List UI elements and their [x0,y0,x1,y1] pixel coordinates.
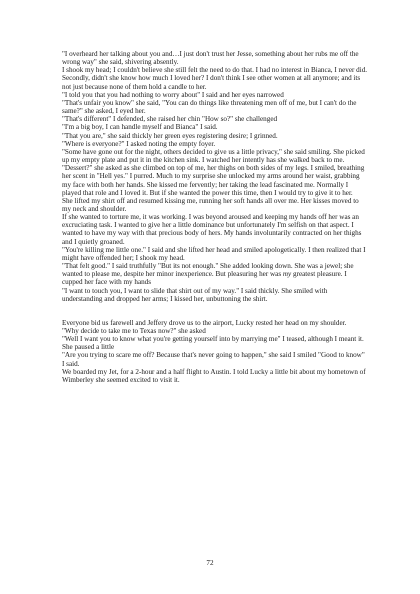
paragraph: "I want to touch you, I want to slide that shirt out of my way." I said thickly. She smiled with understanding and dropped her arms; I kissed her, unbuttoning the shirt. [62,286,328,303]
paragraph: Everyone bid us farewell and Jeffery drove us to the airport, Lucky rested her head on my shoulder. [62,318,347,327]
paragraph: "Why decide to take me to Texas now?" she asked [62,327,206,335]
paragraph: "That's different" I defended, she raised her chin "How so?" she challenged [62,115,278,124]
page-body-text [62,50,368,384]
paragraph: We boarded my Jet, for a 2-hour and a half flight to Austin. I told Lucky a little bit about my hometown of Wimberley she seemed excited to visit it. [62,367,366,384]
paragraph: "Well I want you to know what you're getting yourself into by marrying me" I teased, although I meant it. She paused a little [62,335,364,352]
paragraph: I shook my head; I couldn't believe she still felt the need to do that. I had no interest in Bianca, I never did. Secondly, didn't she know how much I loved her? I don't think I see other women at all anymore; and its not just because none of them hold a candle to her. [62,66,368,91]
paragraph: "Dessert?" she asked as she climbed on top of me, her thighs on both sides of my legs. I smiled, breathing her scent in "Hell yes." I purred. Much to my surprise she unlocked my arms around her waist, grabbing my face with both her hands. She kissed me fervently; her taking the lead fascinated me. Normally I played that role and I loved it. But if she wanted the power this time, then I would try to give it to her. [62,164,365,197]
paragraph: She lifted my shirt off and resumed kissing me, running her soft hands all over me. Her kisses moved to my neck and shoulder. [62,196,359,213]
paragraph: "You're killing me little one." I said and she lifted her head and smiled apologetically. I then realized that I might have offended her; I shook my head. [62,245,366,262]
paragraph-text: "That felt good." I said truthfully "But its not enough." She added looking down. She was a jewel; she wanted to please me, despite her minor inexperience. But pleasuring her was [62,262,354,279]
paragraph: If she wanted to torture me, it was working. I was beyond aroused and keeping my hands off her was an excruciating task. I wanted to give her a little dominance but unfortunately I'm selfish on that aspect. I wanted to have my way with that precious body of hers. My hands involuntarily contracted on her thighs and I quietly groaned. [62,213,362,246]
paragraph: "Where is everyone?" I asked noting the empty foyer. [62,139,216,148]
paragraph-with-italic [62,262,368,286]
paragraph: "I'm a big boy, I can handle myself and Bianca" I said. [62,123,218,132]
paragraph: "That's unfair you know" she said, "You can do things like threatening men off of me, but I can't do the same?" she asked, I eyed her. [62,98,357,116]
paragraph: "I told you that you had nothing to worry about" I said and her eyes narrowed [62,90,284,99]
paragraph: "That you are," she said thickly her green eyes registering desire; I grinned. [62,131,278,140]
paragraph: "Are you trying to scare me off? Because that's never going to happen," she said I smiled "Good to know" I said. [62,351,365,368]
paragraph-text-continued: greatest pleasure. I cupped her face with my hands [62,270,347,287]
paragraph: "Some have gone out for the night, others decided to give us a little privacy," she said smiling. She picked up my empty plate and put it in the kitchen sink. I watched her intently has she walked back to me. [62,147,365,165]
paragraph: "I overheard her talking about you and…I just don't trust her Jesse, something about her rubs me off the wrong way" she said, shivering absently. [62,50,359,67]
page-number: 72 [206,559,214,567]
italic-emphasis: my [282,270,292,279]
